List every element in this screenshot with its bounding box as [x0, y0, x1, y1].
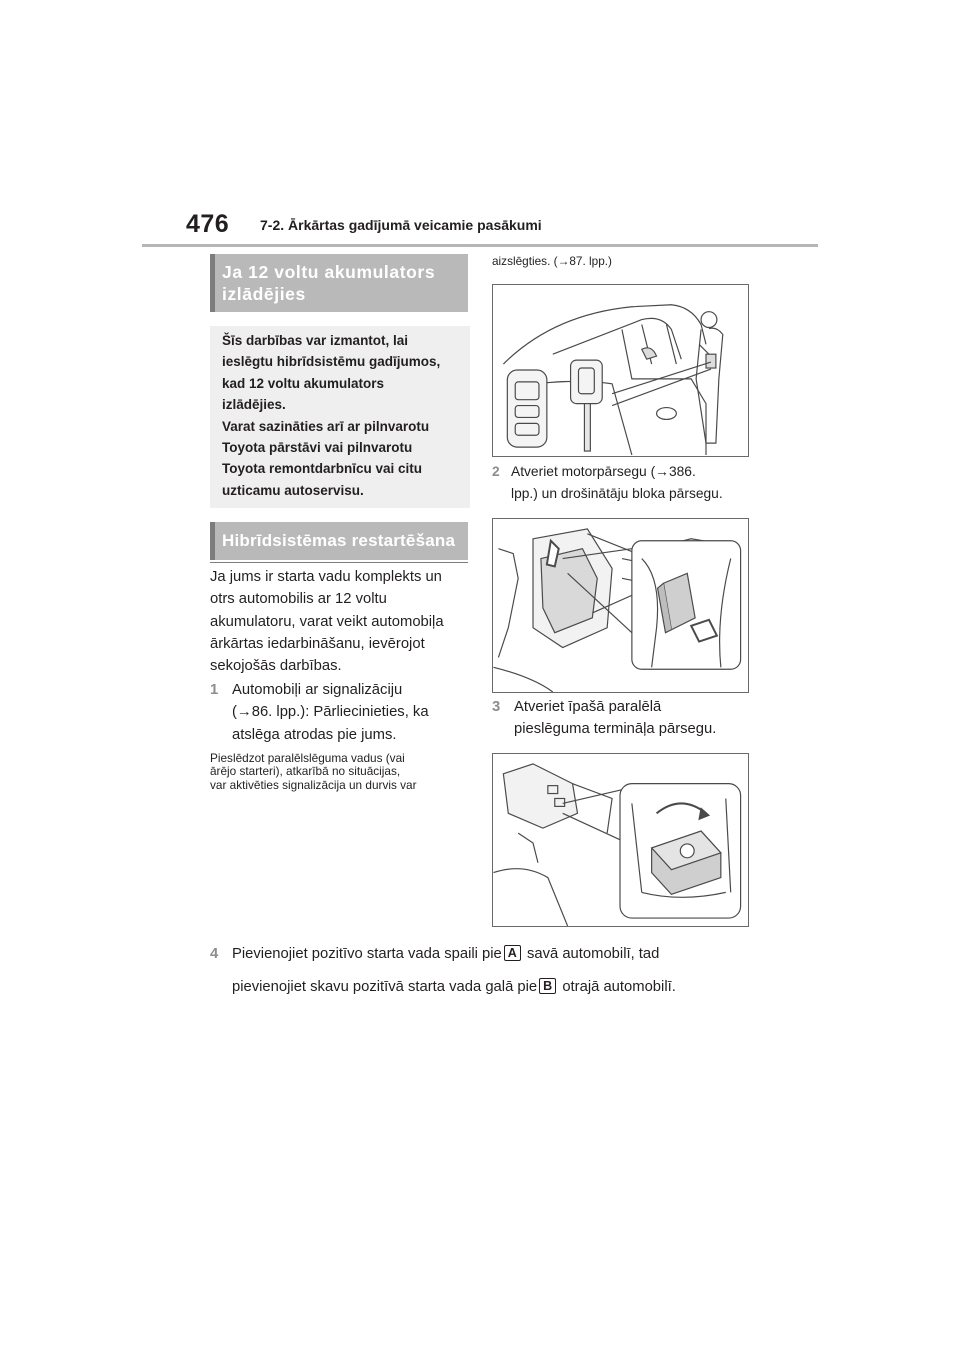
info-box — [210, 326, 470, 508]
badge-b: B — [539, 978, 556, 994]
page-number: 476 — [186, 210, 230, 238]
info-line: Šīs darbības var izmantot, lai — [222, 333, 409, 348]
intro-line: ārkārtas iedarbināšanu, ievērojot — [210, 635, 425, 652]
heading-battery-discharged: Ja 12 voltu akumulators izlādējies — [210, 254, 468, 312]
terminal-cover-drawing — [493, 754, 748, 926]
step-line: atslēga atrodas pie jums. — [232, 726, 397, 743]
note-line: var aktivēties signalizācija un durvis var — [210, 777, 417, 792]
intro-line: akumulatoru, varat veikt automobiļa — [210, 613, 444, 630]
step-line: Atveriet motorpārsegu (→386. — [511, 464, 696, 479]
step-number: 2 — [492, 464, 500, 479]
info-line: Varat sazināties arī ar pilnvarotu — [222, 418, 430, 434]
intro-paragraph — [210, 566, 472, 677]
info-line: Toyota remontdarbnīcu vai citu — [222, 461, 423, 477]
terminal-cover-illustration — [492, 753, 749, 927]
info-line: uzticamu autoservisu. — [222, 482, 364, 498]
step4-text-2b: otrajā automobilī. — [562, 979, 676, 995]
step-number: 4 — [210, 946, 219, 962]
note-line: ārējo starteri), atkarībā no situācijas, — [210, 764, 401, 779]
note-continued: aizslēgties. (→87. lpp.) — [492, 254, 612, 268]
step-line: (→86. lpp.): Pārliecinieties, ka — [232, 704, 429, 721]
info-line: kad 12 voltu akumulators — [222, 375, 385, 391]
header-rule — [142, 244, 818, 247]
alarm-note — [210, 752, 472, 792]
step-1 — [210, 679, 472, 746]
info-line: Toyota pārstāvi vai pilnvarotu — [222, 440, 413, 456]
step-4 — [210, 938, 770, 1004]
step-3 — [492, 696, 754, 741]
step-2 — [492, 461, 754, 506]
fuse-box-drawing — [493, 519, 748, 692]
section-title: 7-2. Ārkārtas gadījumā veicamie pasākumi — [260, 217, 542, 233]
heading-hybrid-restart: Hibrīdsistēmas restartēšana — [210, 522, 468, 560]
info-line: izlādējies. — [222, 397, 286, 413]
info-line: ieslēgtu hibrīdsistēmu gadījumos, — [222, 354, 441, 370]
intro-line: otrs automobilis ar 12 voltu — [210, 591, 387, 608]
car-and-key-drawing — [493, 285, 748, 456]
step-number: 1 — [210, 682, 219, 698]
key-illustration — [492, 284, 749, 457]
intro-line: Ja jums ir starta vadu komplekts un — [210, 569, 442, 585]
step4-text-1b: savā automobilī, tad — [526, 946, 660, 962]
step-line: pieslēguma termināļa pārsegu. — [514, 721, 717, 738]
step-line: Automobiļi ar signalizāciju — [232, 682, 403, 698]
step4-text-1a: Pievienojiet pozitīvo starta vada spaili pie — [232, 946, 502, 962]
note-line: Pieslēdzot paralēlslēguma vadus (vai — [210, 751, 405, 765]
step-line: Atveriet īpašā paralēlā — [514, 699, 662, 715]
step-line: lpp.) un drošinātāju bloka pārsegu. — [511, 486, 723, 502]
badge-a: A — [504, 945, 521, 961]
fuse-box-illustration — [492, 518, 749, 693]
intro-line: sekojošās darbības. — [210, 658, 342, 675]
step4-text-2a: pievienojiet skavu pozitīvā starta vada galā pie — [232, 979, 538, 995]
step-number: 3 — [492, 699, 501, 715]
